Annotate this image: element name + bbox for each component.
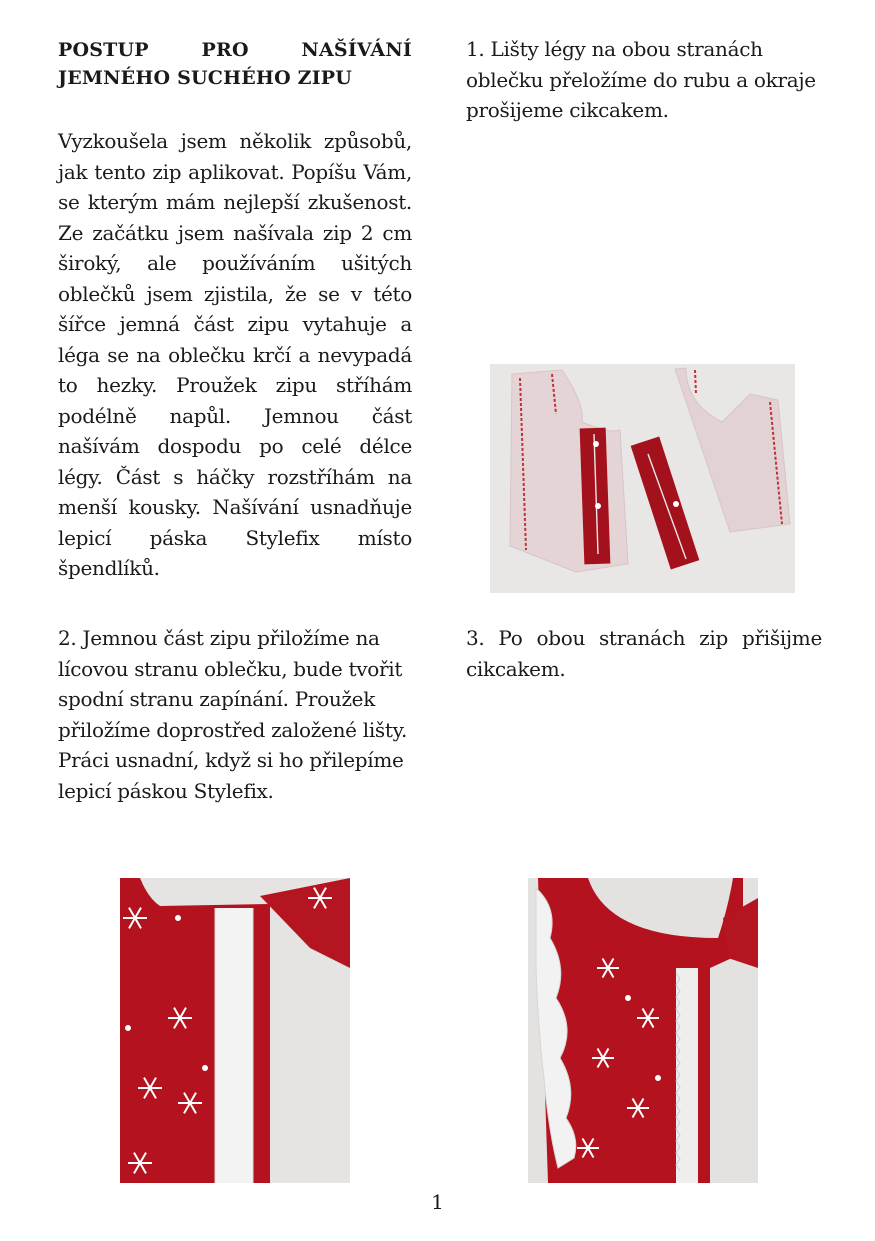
step-3-text: 3. Po obou stranách zip přišijme cikcakem. <box>466 626 822 681</box>
photo-step-2 <box>120 878 350 1183</box>
step-2-text: 2. Jemnou část zipu přiložíme na lícovou stranu oblečku, bude tvořit spodní stranu zapínání. Proužek přiložíme doprostřed založené lišty. Práci usnadní, když si ho přilepíme lepicí páskou Stylefix. <box>58 626 408 803</box>
page-number: 1 <box>431 1190 444 1214</box>
photo-step-1-illustration <box>490 364 795 593</box>
title-line-2: JEMNÉHO SUCHÉHO ZIPU <box>58 67 353 89</box>
photo-step-2-illustration <box>120 878 350 1183</box>
page-title <box>58 36 412 92</box>
title-line-1: POSTUP PRO NAŠÍVÁNÍ <box>58 39 412 61</box>
step-1-text: 1. Lišty légy na obou stranách oblečku přeložíme do rubu a okraje prošijeme cikcakem. <box>466 37 816 122</box>
photo-step-3 <box>528 878 758 1183</box>
photo-step-3-illustration <box>528 878 758 1183</box>
intro-paragraph: Vyzkoušela jsem několik způsobů, jak tento zip aplikovat. Popíšu Vám, se kterým mám nejlepší zkušenost. Ze začátku jsem našívala zip 2 cm široký, ale používáním ušitých oblečků jsem zjistila, že se v této šířce jemná část zipu vytahuje a léga se na oblečku krčí a nevypadá to hezky. Proužek zipu stříhám podélně napůl. Jemnou část našívám dospodu po celé délce légy. Část s háčky rozstříhám na menší kousky. Našívání usnadňuje lepicí páska Stylefix místo špendlíků. <box>58 129 412 580</box>
photo-step-1 <box>490 364 795 593</box>
